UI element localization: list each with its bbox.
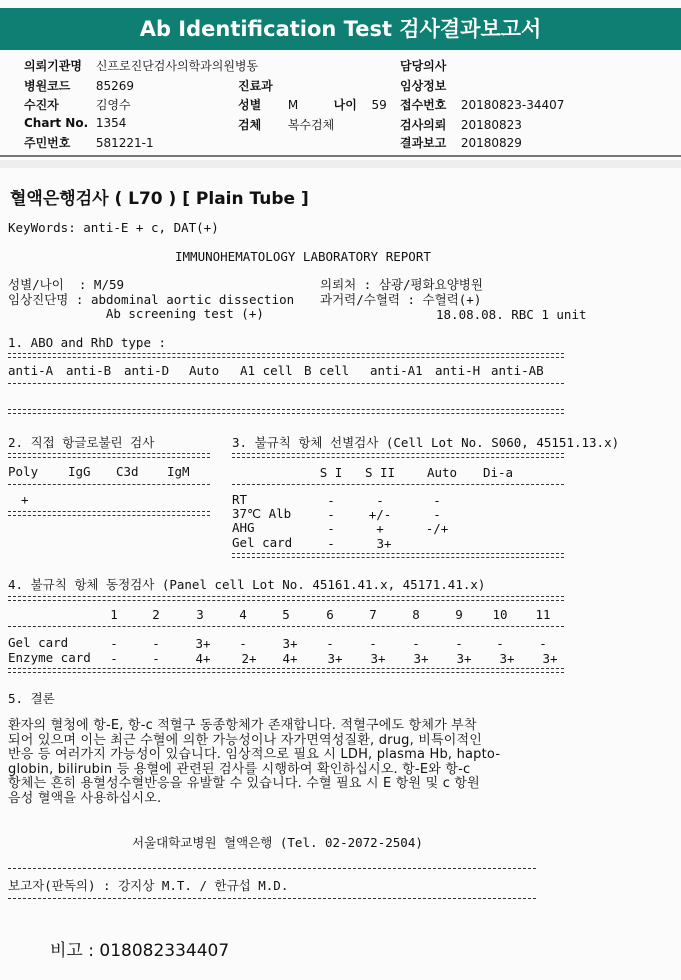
s3-row-name: RT (232, 492, 248, 507)
conclusion-line: globin, bilirubin 등 용혈에 관련된 검사를 시행하여 확인하십시오. 항-E와 항-c (8, 761, 471, 777)
double-rule (8, 668, 564, 673)
s3-h-s2: S II (364, 465, 396, 480)
s4-cell: - (152, 651, 160, 666)
sex-age: 성별/나이 : M/59 (8, 277, 125, 292)
s4-cell: 3+ (327, 651, 343, 666)
header-clinical-info (400, 77, 461, 94)
header-institution (24, 57, 258, 74)
conclusion-line: 항체는 흔히 용혈성수혈반응을 유발할 수 있습니다. 수혈 필요 시 E 항원 및 c 항원 (8, 776, 480, 791)
rule (8, 868, 536, 869)
report-title-banner: Ab Identification Test 검사결과보고서 (0, 8, 681, 50)
s4-col: 7 (369, 607, 377, 622)
s4-cell: - (326, 636, 334, 651)
s1-h-anti-a1: anti-A1 (370, 363, 423, 378)
s3-h-s1: S I (319, 465, 343, 480)
s1-h-b-cell: B cell (304, 363, 350, 378)
label: 나이 (333, 98, 357, 112)
s2-h-c3d: C3d (116, 464, 139, 479)
conclusion-line: 환자의 혈청에 항-E, 항-c 적혈구 동종항체가 존재합니다. 적혈구에도 항체가 부착 (8, 718, 477, 733)
header-specimen (238, 116, 334, 133)
rule (8, 626, 564, 627)
s4-row-name: Gel card (8, 635, 69, 650)
rule (8, 383, 564, 384)
s4-col: 9 (455, 607, 463, 622)
value: 581221-1 (95, 136, 154, 150)
label: 의뢰기관명 (24, 59, 82, 73)
label: 접수번호 (400, 98, 447, 112)
s3-row-name: Gel card (232, 535, 293, 550)
double-rule (8, 511, 210, 516)
double-rule (8, 353, 564, 358)
double-rule (232, 453, 564, 458)
s4-col: 5 (282, 607, 290, 622)
diagnosis: 임상진단명 : abdominal aortic dissection (8, 292, 295, 307)
conclusion-line: 반응 등 여러가지 가능성이 있습니다. 임상적으로 필요 시 LDH, plasma Hb, hapto- (8, 747, 501, 762)
header-department (238, 77, 273, 94)
s4-col: 4 (239, 607, 247, 622)
rule (8, 484, 210, 485)
diagnosis-line2: Ab screening test (+) (8, 306, 264, 321)
s4-col: 1 (110, 607, 118, 622)
value: 20180823 (460, 118, 522, 132)
s1-h-anti-h: anti-H (435, 363, 481, 378)
s3-h-auto: Auto (426, 465, 458, 480)
s4-cell: - (455, 636, 463, 651)
s4-cell: 3+ (413, 651, 429, 666)
s4-col: 11 (535, 607, 551, 622)
label: 수진자 (24, 98, 59, 112)
s4-col: 3 (196, 607, 204, 622)
value: 1354 (95, 116, 127, 130)
header-request-date (400, 116, 522, 133)
s4-col: 8 (412, 607, 420, 622)
s4-col: 6 (326, 607, 334, 622)
value: 김영수 (95, 98, 131, 112)
s4-cell: - (496, 636, 504, 651)
s3-row-name: 37℃ Alb (232, 506, 292, 521)
s1-h-anti-b: anti-B (66, 363, 112, 378)
s3-cell: + (376, 521, 384, 536)
header-report-date (400, 134, 522, 151)
header-resident-no (24, 134, 154, 151)
header-patient (24, 96, 131, 113)
label: 병원코드 (24, 79, 71, 93)
value: 신프로진단검사의학과의원병동 (95, 59, 259, 73)
s3-cell: - (327, 521, 335, 536)
value: 20180823-34407 (460, 98, 565, 112)
remark: 비고 : 018082334407 (50, 941, 230, 961)
label: 임상정보 (400, 79, 447, 93)
s3-row-name: AHG (232, 520, 255, 535)
s1-h-anti-a: anti-A (8, 363, 54, 378)
double-rule (8, 453, 210, 458)
s1-h-anti-ab: anti-AB (491, 363, 544, 378)
header-divider (0, 155, 681, 157)
keywords: KeyWords: anti-E + c, DAT(+) (8, 220, 219, 235)
s2-h-igm: IgM (167, 464, 190, 479)
s4-col: 2 (152, 607, 160, 622)
double-rule (8, 409, 564, 414)
header-doctor (400, 57, 461, 74)
s4-cell: - (369, 636, 377, 651)
s3-title: 3. 불규칙 항체 선별검사 (Cell Lot No. S060, 45151.13.x) (232, 435, 620, 450)
s4-cell: 3+ (370, 651, 386, 666)
s3-cell: -/+ (425, 521, 449, 536)
s4-cell: 4+ (195, 651, 211, 666)
s1-title: 1. ABO and RhD type : (8, 335, 167, 350)
s1-h-anti-d: anti-D (124, 363, 170, 378)
s4-title: 4. 불규칙 항체 동정검사 (Panel cell Lot No. 45161.41.x, 45171.41.x) (8, 577, 486, 592)
s1-h-auto: Auto (189, 363, 220, 378)
s3-cell: - (327, 507, 335, 522)
s4-cell: - (110, 651, 118, 666)
conclusion-text (8, 719, 588, 806)
value: 20180829 (460, 136, 522, 150)
s4-cell: - (412, 636, 420, 651)
s3-cell: +/- (368, 507, 392, 522)
s2-v-poly: + (21, 492, 29, 507)
value: M (287, 98, 299, 112)
s3-cell: - (433, 507, 441, 522)
label: 검사의뢰 (400, 118, 447, 132)
label: 성별 (238, 98, 262, 112)
s4-cell: - (152, 636, 160, 651)
header-shadow (0, 160, 681, 168)
s4-cell: 3+ (282, 636, 298, 651)
header-chart-no (24, 116, 126, 130)
label: 결과보고 (400, 136, 447, 150)
s3-h-dia: Di-a (482, 465, 514, 480)
s4-cell: - (239, 636, 247, 651)
s3-cell: - (376, 493, 384, 508)
header-hospital-code (24, 77, 134, 94)
value: 59 (371, 98, 387, 112)
s3-cell: - (327, 493, 335, 508)
double-rule (8, 596, 564, 601)
report-heading: IMMUNOHEMATOLOGY LABORATORY REPORT (175, 249, 431, 264)
s4-col: 10 (492, 607, 508, 622)
label: 진료과 (238, 79, 273, 93)
label: Chart No. (24, 116, 89, 130)
s5-title: 5. 결론 (8, 691, 55, 706)
value: 복수검체 (287, 118, 335, 132)
s4-cell: - (539, 636, 547, 651)
conclusion-line: 되어 있으며 이는 최근 수혈에 의한 가능성이나 자가면역성질환, drug, 비특이적인 (8, 732, 483, 748)
s2-h-poly: Poly (8, 464, 39, 479)
s2-title: 2. 직접 항글로불린 검사 (8, 435, 155, 450)
s4-row-name: Enzyme card (8, 650, 91, 665)
s4-cell: 4+ (282, 651, 298, 666)
rule (8, 898, 536, 899)
section-title: 혈액은행검사 ( L70 ) [ Plain Tube ] (10, 189, 309, 209)
s4-cell: 3+ (456, 651, 472, 666)
header-sex-age (238, 96, 387, 113)
label: 검체 (238, 118, 262, 132)
s4-cell: 3+ (195, 636, 211, 651)
transfusion-history: 과거력/수혈력 : 수혈력(+) (320, 292, 482, 307)
s4-cell: 3+ (499, 651, 515, 666)
s4-cell: 3+ (542, 651, 558, 666)
conclusion-line: 음성 혈액을 사용하십시오. (8, 790, 162, 806)
double-rule (232, 553, 564, 558)
s3-cell: - (433, 493, 441, 508)
value: 85269 (95, 79, 135, 93)
s3-cell: 3+ (376, 536, 392, 551)
s4-cell: 2+ (241, 651, 257, 666)
s2-h-igg: IgG (68, 464, 91, 479)
reporter: 보고자(판독의) : 강지상 M.T. / 한규섭 M.D. (8, 878, 289, 893)
s1-h-a1-cell: A1 cell (240, 363, 293, 378)
s3-cell: - (327, 536, 335, 551)
institution: 서울대학교병원 혈액은행 (Tel. 02-2072-2504) (132, 835, 423, 850)
referrer: 의뢰처 : 삼광/평화요양병원 (320, 277, 483, 292)
s4-cell: - (110, 636, 118, 651)
label: 담당의사 (400, 59, 447, 73)
rule (232, 484, 564, 485)
label: 주민번호 (24, 136, 71, 150)
header-receipt-no (400, 96, 564, 113)
transfusion-history-line2: 18.08.08. RBC 1 unit (436, 307, 587, 322)
